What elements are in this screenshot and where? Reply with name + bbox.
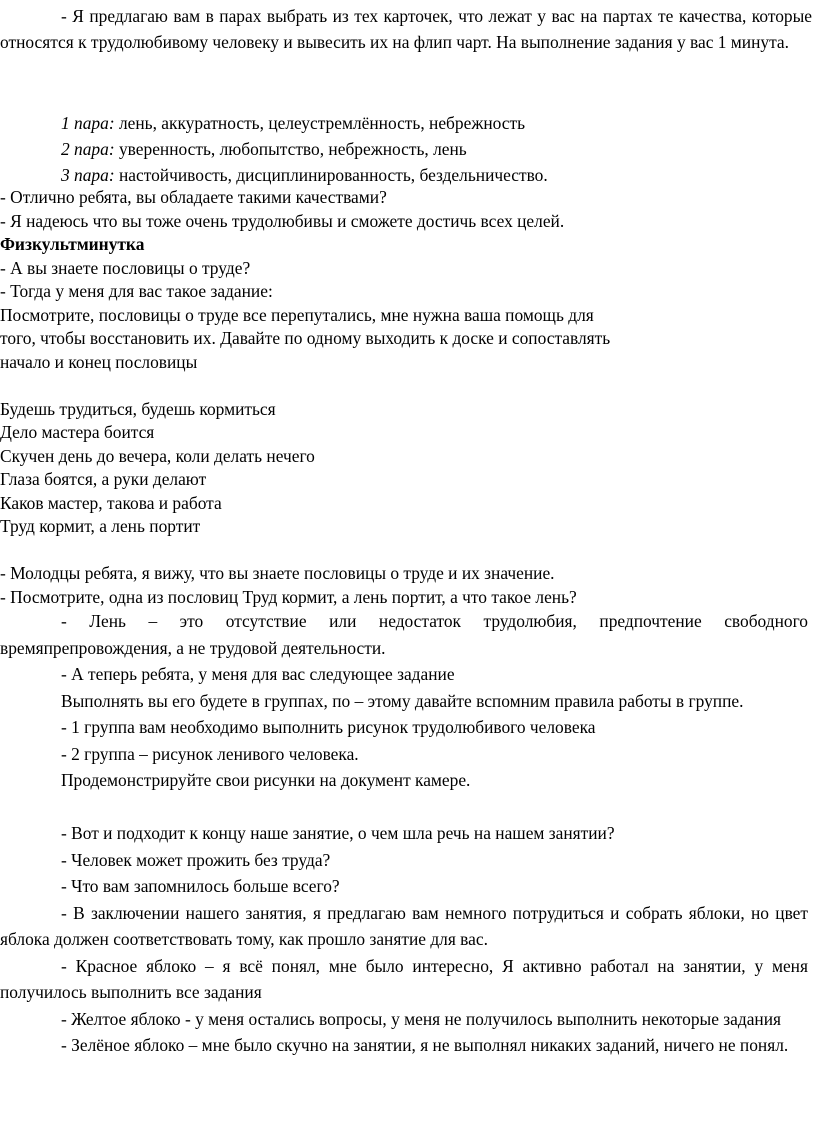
pair-text: уверенность, любопытство, небрежность, лень [114,139,467,159]
groups-intro: Выполнять вы его будете в группах, по – этому давайте вспомним правила работы в группе. [61,690,744,711]
proverb: Каков мастер, такова и работа [0,492,222,513]
pair-item-3 [61,162,801,188]
text-line: - Отлично ребята, вы обладаете такими качествами? [0,187,387,207]
apple-green: - Зелёное яблоко – мне было скучно на занятии, я не выполнял никаких заданий, ничего не понял. [61,1035,789,1055]
proverb: Скучен день до вечера, коли делать нечего [0,445,315,466]
text-line: - 2 группа – рисунок ленивого человека. [61,743,359,764]
section-heading-text: Физкультминутка [0,234,145,254]
blank-line [0,374,812,398]
blank-line [0,539,812,563]
text-line: - Человек может прожить без труда? [61,849,331,870]
pair-text: настойчивость, дисциплинированность, бездельничество. [114,165,548,185]
pair-label: 1 пара: [61,113,115,133]
text-line: - 1 группа вам необходимо выполнить рисунок трудолюбивого человека [61,717,596,737]
text-line: - Тогда у меня для вас такое задание: [0,281,273,301]
proverb: Дело мастера боится [0,422,155,442]
intro-paragraph: - Я предлагаю вам в парах выбрать из тех карточек, что лежат у вас на партах те качества, которые относятся к трудолюбивому человеку и вывесить их на флип чарт. На выполнение задания у вас 1 минута. [0,6,812,52]
text-line: - Что вам запомнилось больше всего? [61,876,340,896]
apple-red: - Красное яблоко – я всё понял, мне было интересно, Я активно работал на занятии, у меня получилось выполнить все задания [0,955,808,1002]
pair-label: 2 пара: [61,139,115,159]
text-line: - А вы знаете пословицы о труде? [0,257,251,278]
section-heading [0,233,812,257]
proverb: Труд кормит, а лень портит [0,516,201,536]
pair-item-1 [61,110,801,136]
text-line: - Посмотрите, одна из пословиц Труд кормит, а лень портит, а что такое лень? [0,586,577,607]
text-line: Посмотрите, пословицы о труде все перепутались, мне нужна ваша помощь для [0,304,594,325]
lazy-definition: - Лень – это отсутствие или недостаток трудолюбия, предпочтение свободного времяпрепровождения, а не трудовой деятельности. [0,611,808,658]
blank-line [0,794,812,821]
pair-label: 3 пара: [61,165,115,185]
apple-yellow: - Желтое яблоко - у меня остались вопросы, у меня не получилось выполнить некоторые задания [61,1008,782,1029]
text-line: - Молодцы ребята, я вижу, что вы знаете пословицы о труде и их значение. [0,563,555,583]
proverb: Глаза боятся, а руки делают [0,469,207,489]
text-line: - А теперь ребята, у меня для вас следующее задание [61,664,455,684]
apples-intro: - В заключении нашего занятия, я предлагаю вам немного потрудиться и собрать яблоки, но цвет яблока должен соответствовать тому, как прошло занятие для вас. [0,902,808,949]
text-line: Продемонстрируйте свои рисунки на документ камере. [61,770,471,790]
text-line: начало и конец пословицы [0,351,198,372]
text-line: - Вот и подходит к концу наше занятие, о чем шла речь на нашем занятии? [61,823,615,843]
lower-block [0,608,812,1059]
pair-text: лень, аккуратность, целеустремлённость, небрежность [114,113,526,133]
text-line: того, чтобы восстановить их. Давайте по одному выходить к доске и сопоставлять [0,328,611,348]
pairs-list [61,110,801,188]
text-line: - Я надеюсь что вы тоже очень трудолюбивы и сможете достичь всех целей. [0,210,565,231]
pair-item-2 [61,136,801,162]
middle-block [0,186,812,609]
proverb: Будешь трудиться, будешь кормиться [0,398,276,419]
